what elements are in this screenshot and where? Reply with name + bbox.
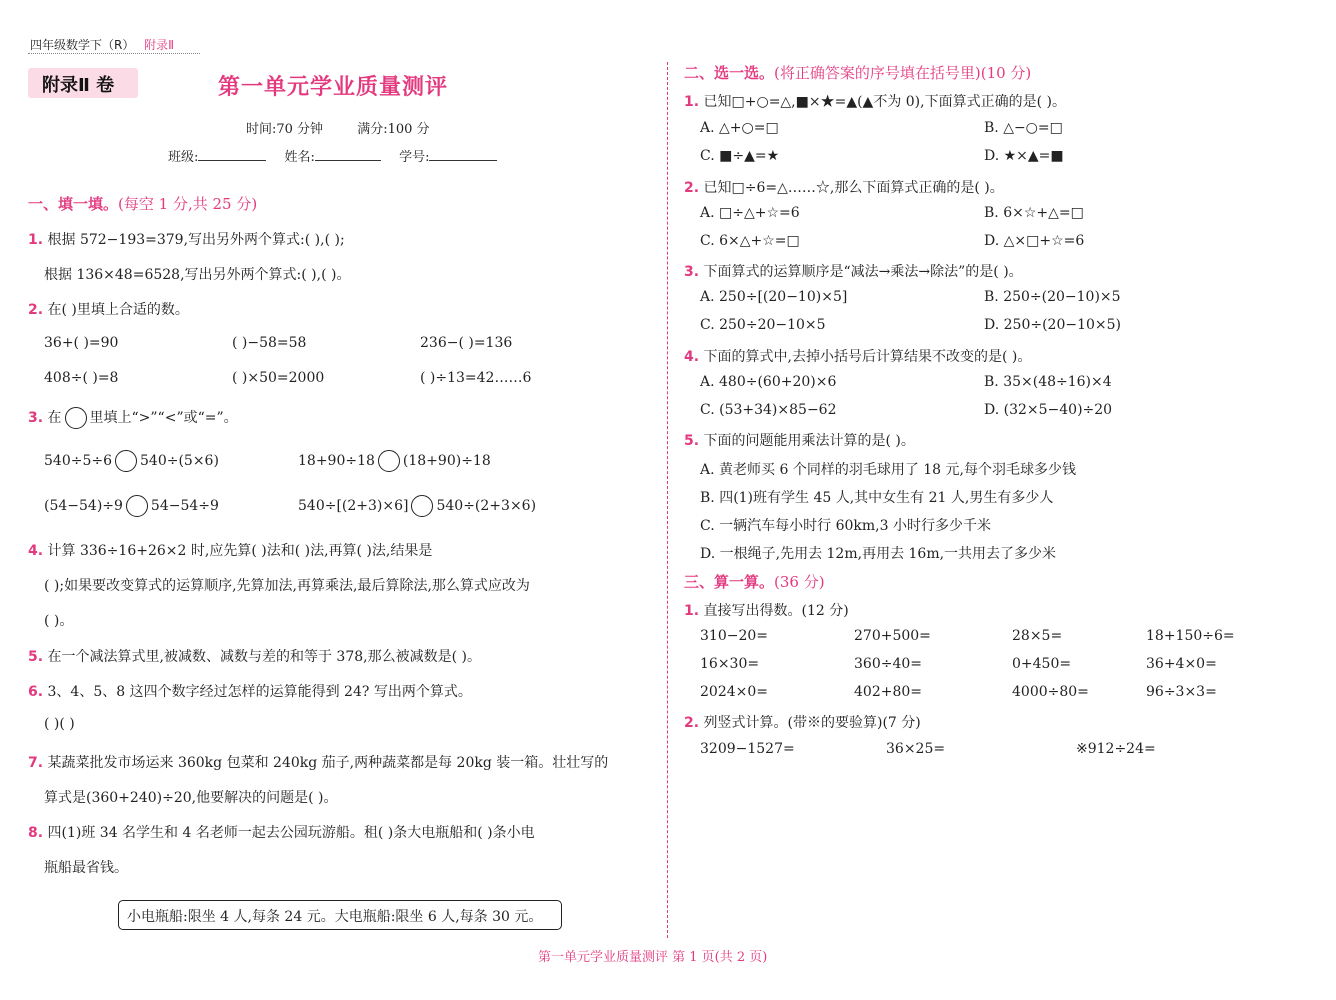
id-label: 学号: <box>399 150 430 165</box>
q1-text-1: 根据 572−193=379,写出另外两个算式:( ),( ); <box>47 232 345 248</box>
student-info <box>168 146 497 165</box>
section-1-title: 一、填一填。 <box>28 195 119 213</box>
q2-item: ( )×50=2000 <box>232 370 325 386</box>
mc4-option-a[interactable]: A. 480÷(60+20)×6 <box>700 374 837 390</box>
calc-item: 360÷40= <box>854 656 922 672</box>
q7-text-1: 某蔬菜批发市场运来 360kg 包菜和 240kg 茄子,两种蔬菜都是每 20kg 装一箱。壮壮写的 <box>47 755 609 771</box>
q7-number: 7. <box>28 755 44 771</box>
id-field[interactable] <box>429 146 497 161</box>
vertical-calc-item: ※912÷24= <box>1076 741 1156 757</box>
q1-text-2: 根据 136×48=6528,写出另外两个算式:( ),( )。 <box>44 267 351 283</box>
answer-circle[interactable] <box>411 495 433 517</box>
answer-circle[interactable] <box>126 495 148 517</box>
exam-time: 时间:70 分钟 <box>246 122 324 137</box>
q3-expr: (54−54)÷9 <box>44 498 123 514</box>
header-rule <box>28 53 200 54</box>
mc3-option-c[interactable]: C. 250÷20−10×5 <box>700 317 826 333</box>
badge-label: 附录Ⅱ 卷 <box>42 75 115 96</box>
page-footer: 第一单元学业质量测评 第 1 页(共 2 页) <box>538 950 768 965</box>
c2-number: 2. <box>684 715 700 731</box>
q3-expr: 540÷[(2+3)×6] <box>298 498 409 514</box>
mc4-question: 下面的算式中,去掉小括号后计算结果不改变的是( )。 <box>703 349 1032 365</box>
mc5-option-c[interactable]: C. 一辆汽车每小时行 60km,3 小时行多少千米 <box>700 518 991 534</box>
running-header <box>30 36 174 53</box>
q2-number: 2. <box>28 302 44 318</box>
c2-text: 列竖式计算。(带※的要验算)(7 分) <box>703 715 921 731</box>
c1-number: 1. <box>684 603 700 619</box>
mc3-option-d[interactable]: D. 250÷(20−10×5) <box>984 317 1121 333</box>
mc2-question: 已知□÷6=△……☆,那么下面算式正确的是( )。 <box>703 180 1004 196</box>
mc2-line <box>684 177 1004 197</box>
c2-line <box>684 712 921 732</box>
boat-price-notice <box>118 900 562 930</box>
q5-text: 在一个减法算式里,被减数、减数与差的和等于 378,那么被减数是( )。 <box>47 649 481 665</box>
name-label: 姓名: <box>284 150 315 165</box>
section-2-note: (将正确答案的序号填在括号里)(10 分) <box>774 64 1032 82</box>
mc5-option-d[interactable]: D. 一根绳子,先用去 12m,再用去 16m,一共用去了多少米 <box>700 546 1057 562</box>
exam-meta <box>246 118 430 137</box>
section-3-heading <box>684 571 825 592</box>
calc-item: 2024×0= <box>700 684 768 700</box>
q2-item: 236−( )=136 <box>420 335 513 351</box>
mc2-option-d[interactable]: D. △×□+☆=6 <box>984 233 1085 249</box>
q3-line <box>28 407 238 429</box>
header-subject: 四年级数学下（R） <box>30 38 135 52</box>
calc-item: 36+4×0= <box>1146 656 1217 672</box>
mc3-number: 3. <box>684 264 700 280</box>
q6-number: 6. <box>28 684 44 700</box>
section-2-title: 二、选一选。 <box>684 64 775 82</box>
mc5-question: 下面的问题能用乘法计算的是( )。 <box>703 433 915 449</box>
compare-circle-icon <box>65 407 87 429</box>
calc-item: 4000÷80= <box>1012 684 1089 700</box>
q4-line1 <box>28 540 432 560</box>
mc5-option-b[interactable]: B. 四(1)班有学生 45 人,其中女生有 21 人,男生有多少人 <box>700 490 1054 506</box>
q2-item: ( )÷13=42……6 <box>420 370 532 386</box>
calc-item: 16×30= <box>700 656 760 672</box>
q8-line1 <box>28 822 535 842</box>
mc4-number: 4. <box>684 349 700 365</box>
notice-text: 小电瓶船:限坐 4 人,每条 24 元。大电瓶船:限坐 6 人,每条 30 元。 <box>127 909 543 925</box>
calc-item: 402+80= <box>854 684 922 700</box>
q2-item: ( )−58=58 <box>232 335 307 351</box>
q8-text-1: 四(1)班 34 名学生和 4 名老师一起去公园玩游船。租( )条大电瓶船和( )条小电 <box>47 825 535 841</box>
mc2-option-c[interactable]: C. 6×△+☆=□ <box>700 233 800 249</box>
q2-line <box>28 299 189 319</box>
q3-expr: 18+90÷18 <box>298 453 375 469</box>
c1-text: 直接写出得数。(12 分) <box>703 603 849 619</box>
class-label: 班级: <box>168 150 199 165</box>
c1-line <box>684 600 849 620</box>
mc4-option-b[interactable]: B. 35×(48÷16)×4 <box>984 374 1112 390</box>
q1-line1 <box>28 229 345 249</box>
class-field[interactable] <box>198 146 266 161</box>
mc1-number: 1. <box>684 94 700 110</box>
calc-item: 310−20= <box>700 628 768 644</box>
q2-item: 408÷( )=8 <box>44 370 119 386</box>
section-3-note: (36 分) <box>774 573 825 591</box>
q7-text-2: 算式是(360+240)÷20,他要解决的问题是( )。 <box>44 790 338 806</box>
calc-item: 18+150÷6= <box>1146 628 1235 644</box>
calc-item: 28×5= <box>1012 628 1063 644</box>
mc3-option-b[interactable]: B. 250÷(20−10)×5 <box>984 289 1121 305</box>
mc4-line <box>684 346 1031 366</box>
q3-expr: 540÷(5×6) <box>140 453 219 469</box>
mc3-question: 下面算式的运算顺序是“减法→乘法→除法”的是( )。 <box>703 264 1023 280</box>
q6-line <box>28 681 472 701</box>
calc-item: 0+450= <box>1012 656 1072 672</box>
q3-text-b: 里填上“>”“<”或“=”。 <box>89 410 238 426</box>
q5-number: 5. <box>28 649 44 665</box>
column-divider <box>667 62 668 938</box>
q3-expr: 540÷5÷6 <box>44 453 112 469</box>
q8-text-2: 瓶船最省钱。 <box>44 860 128 876</box>
q4-number: 4. <box>28 543 44 559</box>
section-2-heading <box>684 62 1031 83</box>
section-1-heading <box>28 193 257 214</box>
q7-line1 <box>28 752 608 772</box>
answer-circle[interactable] <box>378 450 400 472</box>
mc3-option-a[interactable]: A. 250÷[(20−10)×5] <box>700 289 848 305</box>
q6-text: 3、4、5、8 这四个数字经过怎样的运算能得到 24? 写出两个算式。 <box>47 684 472 700</box>
q4-text-3: ( )。 <box>44 613 74 629</box>
appendix-badge <box>28 68 138 98</box>
mc1-option-a[interactable]: A. △+○=□ <box>700 120 779 136</box>
q3-row-1a <box>44 450 219 472</box>
mc3-line <box>684 261 1023 281</box>
vertical-calc-item: 3209−1527= <box>700 741 795 757</box>
mc4-option-d[interactable]: D. (32×5−40)÷20 <box>984 402 1113 418</box>
mc4-option-c[interactable]: C. (53+34)×85−62 <box>700 402 837 418</box>
mc1-question: 已知□+○=△,■×★=▲(▲不为 0),下面算式正确的是( )。 <box>703 94 1066 110</box>
mc1-option-c[interactable]: C. ■÷▲=★ <box>700 148 780 164</box>
mc2-option-b[interactable]: B. 6×☆+△=□ <box>984 205 1084 221</box>
mc5-number: 5. <box>684 433 700 449</box>
mc1-option-d[interactable]: D. ★×▲=■ <box>984 148 1064 164</box>
q3-row-1b <box>298 450 491 472</box>
q4-text-2: ( );如果要改变算式的运算顺序,先算加法,再算乘法,最后算除法,那么算式应改为 <box>44 578 530 594</box>
mc5-option-a[interactable]: A. 黄老师买 6 个同样的羽毛球用了 18 元,每个羽毛球多少钱 <box>700 462 1076 478</box>
q3-expr: (18+90)÷18 <box>402 453 491 469</box>
exam-score: 满分:100 分 <box>357 122 430 137</box>
q3-expr: 54−54÷9 <box>150 498 219 514</box>
calc-item: 270+500= <box>854 628 931 644</box>
q4-text-1: 计算 336÷16+26×2 时,应先算( )法和( )法,再算( )法,结果是 <box>47 543 433 559</box>
q3-expr: 540÷(2+3×6) <box>436 498 537 514</box>
section-3-title: 三、算一算。 <box>684 573 775 591</box>
mc2-number: 2. <box>684 180 700 196</box>
q6-answer-line: ( )( ) <box>44 716 75 732</box>
name-field[interactable] <box>315 146 381 161</box>
q2-text: 在( )里填上合适的数。 <box>47 302 189 318</box>
calc-item: 96÷3×3= <box>1146 684 1217 700</box>
answer-circle[interactable] <box>115 450 137 472</box>
q3-number: 3. <box>28 410 44 426</box>
q3-row-2a <box>44 495 219 517</box>
mc2-option-a[interactable]: A. □÷△+☆=6 <box>700 205 800 221</box>
q3-row-2b <box>298 495 536 517</box>
q8-number: 8. <box>28 825 44 841</box>
q1-number: 1. <box>28 232 44 248</box>
mc5-line <box>684 430 915 450</box>
mc1-line <box>684 91 1066 111</box>
q5-line <box>28 646 481 666</box>
q3-text-a: 在 <box>47 410 62 426</box>
mc1-option-b[interactable]: B. △−○=□ <box>984 120 1063 136</box>
page-title: 第一单元学业质量测评 <box>218 75 449 100</box>
q2-item: 36+( )=90 <box>44 335 119 351</box>
section-1-note: (每空 1 分,共 25 分) <box>118 195 258 213</box>
header-appendix: 附录Ⅱ <box>144 38 175 52</box>
vertical-calc-item: 36×25= <box>886 741 946 757</box>
